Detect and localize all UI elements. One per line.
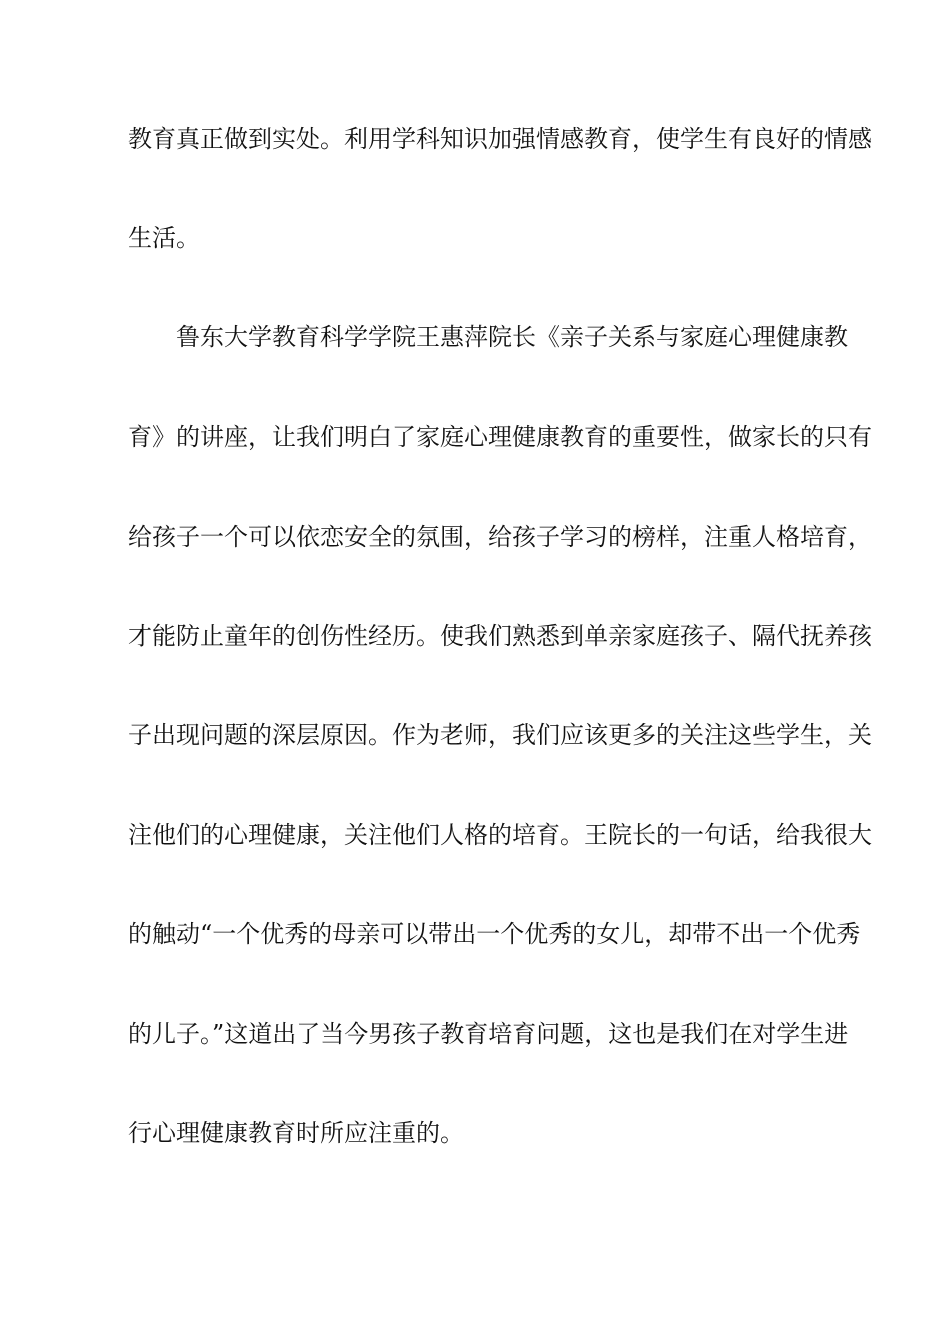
text-line: 行心理健康教育时所应注重的。 [128, 1119, 464, 1147]
text-line: 子出现问题的深层原因。作为老师，我们应该更多的关注这些学生，关 [128, 721, 872, 749]
text-line: 给孩子一个可以依恋安全的氛围，给孩子学习的榜样，注重人格培育， [128, 523, 872, 551]
text-line: 注他们的心理健康，关注他们人格的培育。王院长的一句话，给我很大 [128, 821, 872, 849]
paragraph-start-line: 鲁东大学教育科学学院王惠萍院长《亲子关系与家庭心理健康教 [176, 323, 848, 351]
text-line: 才能防止童年的创伤性经历。使我们熟悉到单亲家庭孩子、隔代抚养孩 [128, 622, 872, 650]
text-line: 的触动“一个优秀的母亲可以带出一个优秀的女儿，却带不出一个优秀 [128, 920, 861, 948]
text-line: 育》的讲座，让我们明白了家庭心理健康教育的重要性，做家长的只有 [128, 423, 872, 451]
text-line: 教育真正做到实处。利用学科知识加强情感教育，使学生有良好的情感 [128, 125, 872, 153]
text-line: 生活。 [128, 224, 200, 252]
text-line: 的儿子。”这道出了当今男孩子教育培育问题，这也是我们在对学生进 [128, 1020, 849, 1048]
